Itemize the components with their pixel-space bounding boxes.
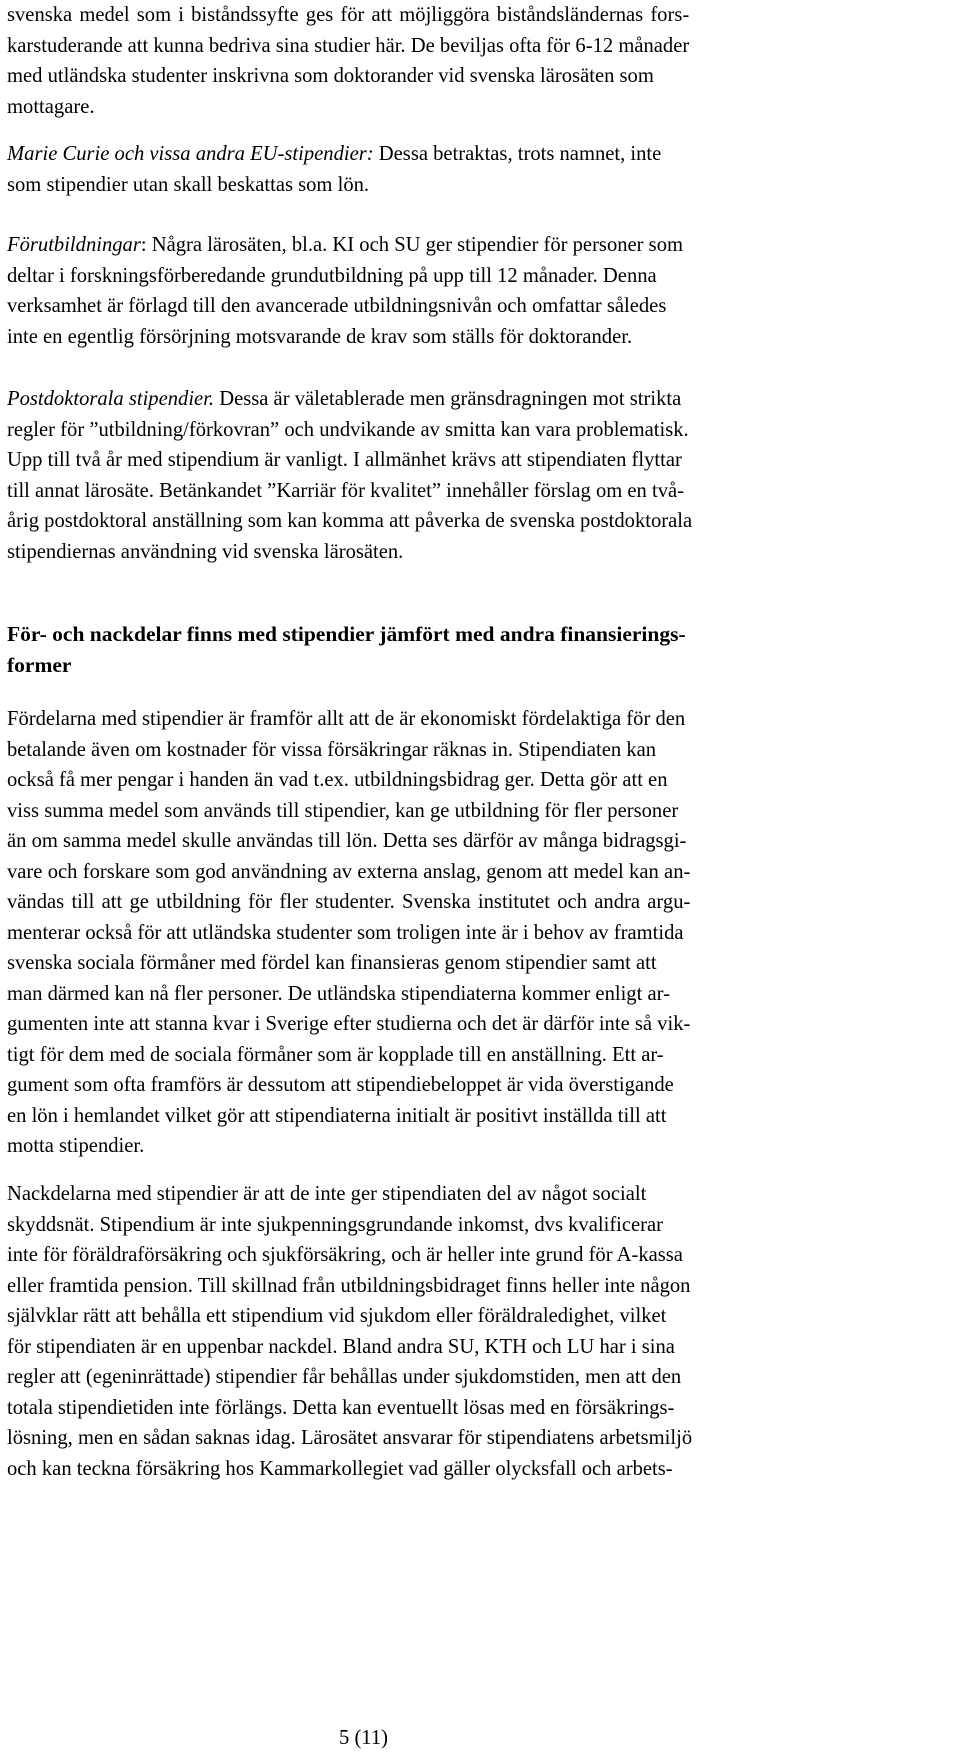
text-line: betalande även om kostnader för vissa försäkringar räknas in. Stipendiaten kan <box>7 738 657 761</box>
text-line: svenska medel som i biståndssyfte ges för att möjliggöra biståndsländernas fors- <box>7 4 690 26</box>
paragraph-lead: Marie Curie och vissa andra EU-stipendier: <box>7 143 374 165</box>
text-line: gument som ofta framförs är dessutom att stipendiebeloppet är vida överstigande <box>7 1074 674 1096</box>
text-line: också få mer pengar i handen än vad t.ex. utbildningsbidrag ger. Detta gör att en <box>7 769 668 791</box>
text-line: självklar rätt att behålla ett stipendium vid sjukdom eller föräldraledighet, vilket <box>7 1305 667 1327</box>
text-line: inte för föräldraförsäkring och sjukförsäkring, och är heller inte grund för A-kassa <box>7 1244 683 1266</box>
text-line: verksamhet är förlagd till den avancerade utbildningsnivån och omfattar således <box>7 295 667 317</box>
text-line: Fördelarna med stipendier är framför allt att de är ekonomiskt fördelaktiga för den <box>7 708 686 730</box>
text-line: mottagare. <box>7 95 95 118</box>
text-line <box>7 139 661 170</box>
text-line: en lön i hemlandet vilket gör att stipendiaterna initialt är positivt inställda till att <box>7 1104 667 1127</box>
paragraph-lead: Postdoktorala stipendier. <box>7 388 215 410</box>
text-line: för stipendiaten är en uppenbar nackdel. Bland andra SU, KTH och LU har i sina <box>7 1335 675 1358</box>
text-line: svenska sociala förmåner med fördel kan finansieras genom stipendier samt att <box>7 952 657 974</box>
text-line: man därmed kan nå fler personer. De utländska stipendiaterna kommer enligt ar- <box>7 982 670 1005</box>
paragraph-advantages <box>7 704 690 1162</box>
text-line: vändas till att ge utbildning för fler studenter. Svenska institutet och andra argu- <box>7 891 691 913</box>
text-run: : Några lärosäten, bl.a. KI och SU ger stipendier för personer som <box>140 234 684 256</box>
text-line: årig postdoktoral anställning som kan komma att påverka de svenska postdoktorala <box>7 510 693 532</box>
text-line: motta stipendier. <box>7 1135 145 1157</box>
text-line: deltar i forskningsförberedande grundutbildning på upp till 12 månader. Denna <box>7 264 657 287</box>
text-line: med utländska studenter inskrivna som doktorander vid svenska lärosäten som <box>7 65 654 87</box>
heading-line: För- och nackdelar finns med stipendier jämfört med andra finansierings- <box>7 622 686 646</box>
text-line: stipendiernas användning vid svenska lärosäten. <box>7 540 404 563</box>
paragraph-lead: Förutbildningar <box>7 234 141 256</box>
text-line: Upp till två år med stipendium är vanligt. I allmänhet krävs att stipendiaten flyttar <box>7 449 682 471</box>
section-heading <box>7 619 686 681</box>
text-line: eller framtida pension. Till skillnad från utbildningsbidraget finns heller inte någon <box>7 1274 691 1297</box>
text-line: totala stipendietiden inte förlängs. Detta kan eventuellt lösas med en försäkrings- <box>7 1396 675 1419</box>
text-line: Nackdelarna med stipendier är att de inte ger stipendiaten del av något socialt <box>7 1183 647 1205</box>
text-line: regler för ”utbildning/förkovran” och undvikande av smitta kan vara problematisk. <box>7 418 689 441</box>
text-line <box>7 384 692 415</box>
text-line: vare och forskare som god användning av externa anslag, genom att medel kan an- <box>7 860 691 883</box>
text-line: skyddsnät. Stipendium är inte sjukpenningsgrundande inkomst, dvs kvalificerar <box>7 1213 664 1236</box>
text-line: menterar också för att utländska studenter som troligen inte är i behov av framtida <box>7 921 684 944</box>
text-line: och kan teckna försäkring hos Kammarkollegiet vad gäller olycksfall och arbets- <box>7 1457 673 1480</box>
paragraph-marie-curie <box>7 139 661 200</box>
text-run: Dessa är väletablerade men gränsdragningen mot strikta <box>214 388 682 410</box>
text-line: gumenten inte att stanna kvar i Sverige efter studierna och det är därför inte så vik- <box>7 1013 691 1035</box>
paragraph-foreign-aid-scholarships <box>7 0 689 122</box>
text-run: Dessa betraktas, trots namnet, inte <box>373 143 662 165</box>
text-line: inte en egentlig försörjning motsvarande de krav som ställs för doktorander. <box>7 325 633 348</box>
text-line: till annat lärosäte. Betänkandet ”Karriär för kvalitet” innehåller förslag om en två- <box>7 479 685 502</box>
heading-line: former <box>7 653 72 677</box>
paragraph-forutbildningar <box>7 230 683 352</box>
text-line <box>7 230 683 261</box>
text-line: regler att (egeninrättade) stipendier får behållas under sjukdomstiden, men att den <box>7 1366 682 1388</box>
paragraph-postdoc <box>7 384 692 567</box>
paragraph-disadvantages <box>7 1179 692 1484</box>
text-line: tigt för dem med de sociala förmåner som är kopplade till en anställning. Ett ar- <box>7 1043 664 1066</box>
text-line: karstuderande att kunna bedriva sina studier här. De beviljas ofta för 6-12 månader <box>7 34 690 57</box>
text-line: än om samma medel skulle användas till lön. Detta ses därför av många bidragsgi- <box>7 830 687 852</box>
text-line: som stipendier utan skall beskattas som lön. <box>7 173 370 196</box>
text-line: lösning, men en sådan saknas idag. Lärosätet ansvarar för stipendiatens arbetsmiljö <box>7 1427 693 1449</box>
text-line: viss summa medel som används till stipendier, kan ge utbildning för fler personer <box>7 799 679 822</box>
page-number: 5 (11) <box>339 1727 388 1749</box>
